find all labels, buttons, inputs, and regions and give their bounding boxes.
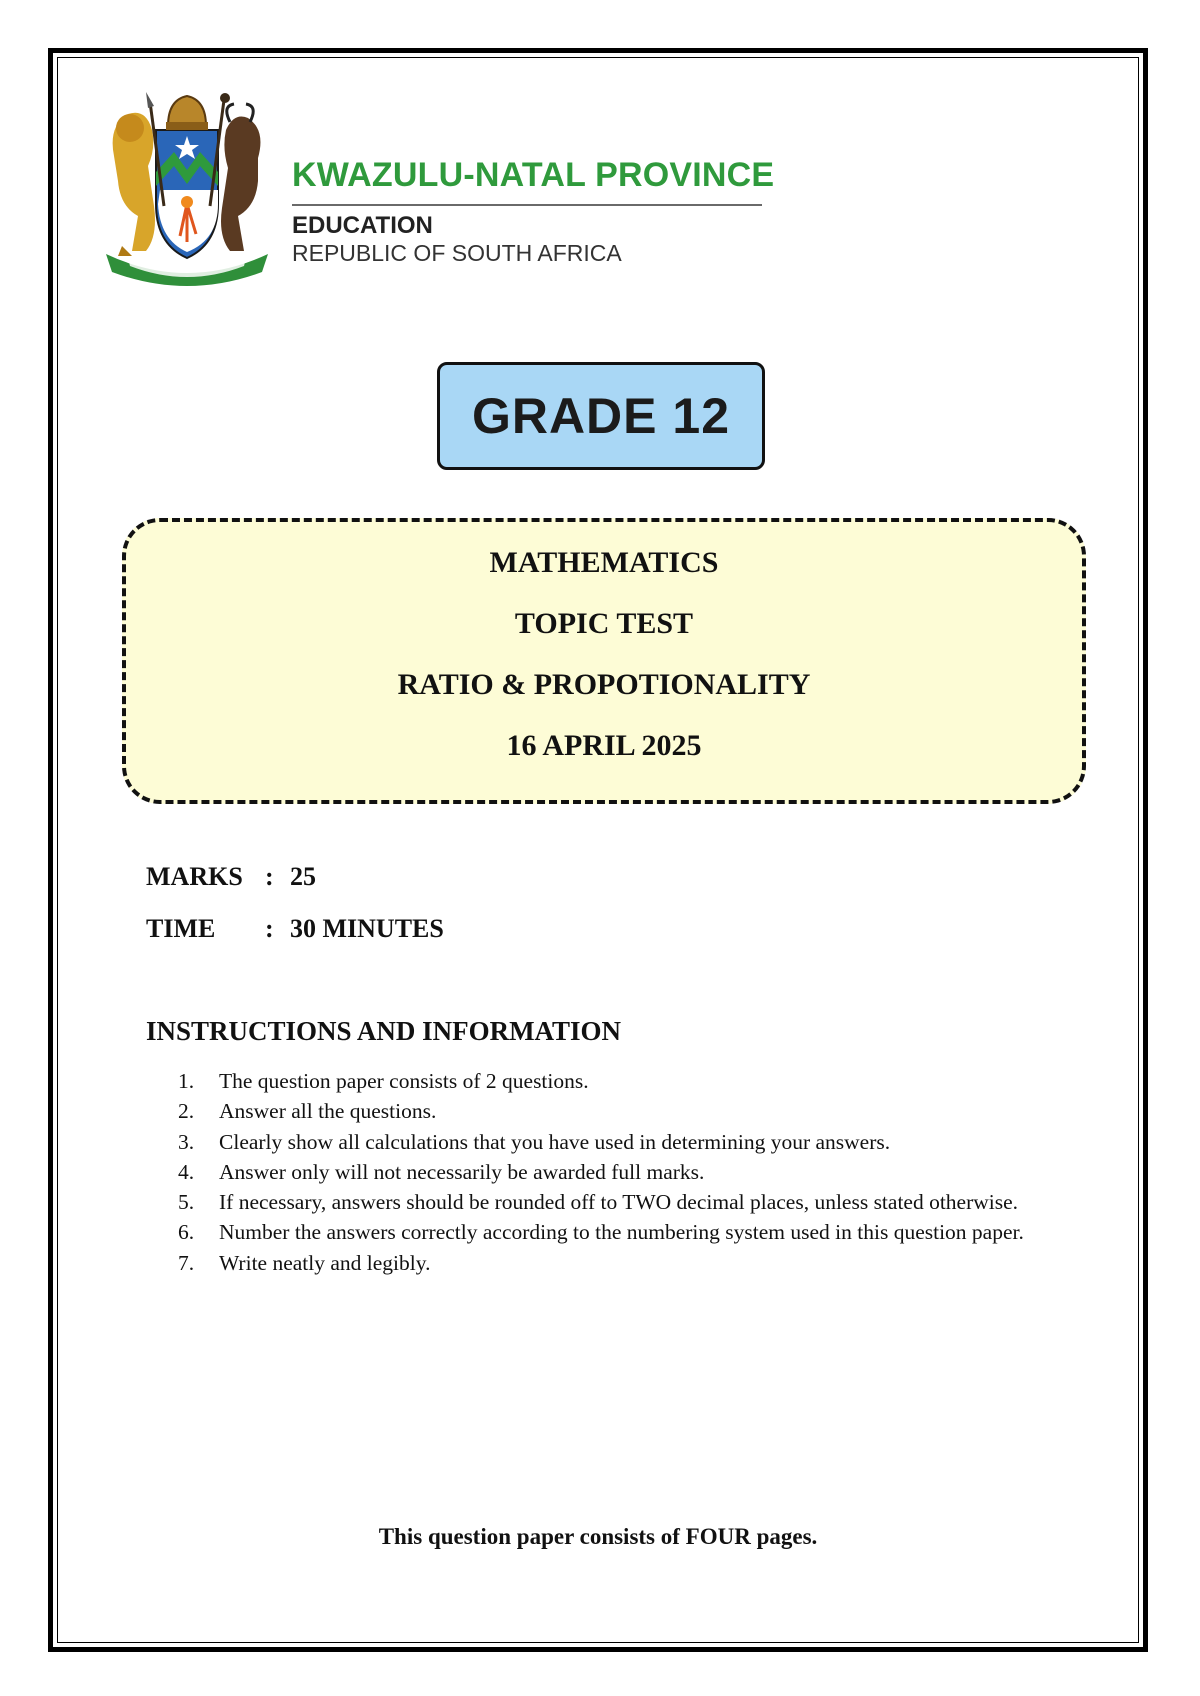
time-separator: : (265, 914, 274, 943)
item-text: Answer all the questions. (219, 1099, 437, 1124)
item-number: 4. (178, 1159, 195, 1184)
time-value: 30 MINUTES (290, 914, 444, 943)
item-text: If necessary, answers should be rounded off to TWO decimal places, unless stated otherwise. (219, 1190, 1019, 1215)
item-text: Answer only will not necessarily be awarded full marks. (219, 1159, 705, 1184)
subject-title: MATHEMATICS (489, 546, 719, 579)
item-number: 6. (178, 1220, 195, 1245)
list-item (178, 1248, 1038, 1278)
instructions-list (178, 1066, 1038, 1278)
item-number: 1. (178, 1069, 195, 1093)
province-name: KWAZULU-NATAL PROVINCE (292, 156, 775, 194)
test-type: TOPIC TEST (514, 607, 694, 640)
test-date: 16 APRIL 2025 (506, 729, 702, 762)
marks-separator: : (265, 862, 274, 891)
list-item (178, 1157, 1038, 1187)
item-text: Number the answers correctly according to the numbering system used in this question paper. (219, 1220, 1024, 1245)
topic-name: RATIO & PROPOTIONALITY (397, 668, 811, 701)
item-number: 2. (178, 1099, 195, 1124)
instructions-heading: INSTRUCTIONS AND INFORMATION (146, 1016, 622, 1046)
marks-label: MARKS (146, 862, 243, 891)
item-text: Write neatly and legibly. (219, 1250, 431, 1275)
header-rule (292, 204, 762, 206)
item-text: Clearly show all calculations that you have used in determining your answers. (219, 1129, 891, 1154)
kzn-coat-of-arms-icon (98, 86, 276, 286)
page-border-inner (57, 57, 1139, 1643)
item-number: 5. (178, 1190, 195, 1215)
country-name: REPUBLIC OF SOUTH AFRICA (292, 240, 622, 266)
list-item (178, 1187, 1038, 1217)
item-number: 3. (178, 1129, 195, 1154)
department-name: EDUCATION (292, 212, 433, 239)
item-number: 7. (178, 1250, 195, 1275)
time-label: TIME (146, 914, 216, 943)
item-text: The question paper consists of 2 questions. (219, 1069, 589, 1093)
list-item (178, 1127, 1038, 1157)
page-count-note: This question paper consists of FOUR pages. (378, 1524, 818, 1549)
list-item (178, 1217, 1038, 1247)
grade-badge: GRADE 12 (437, 362, 765, 470)
list-item (178, 1066, 1038, 1096)
marks-value: 25 (290, 862, 316, 891)
list-item (178, 1096, 1038, 1126)
